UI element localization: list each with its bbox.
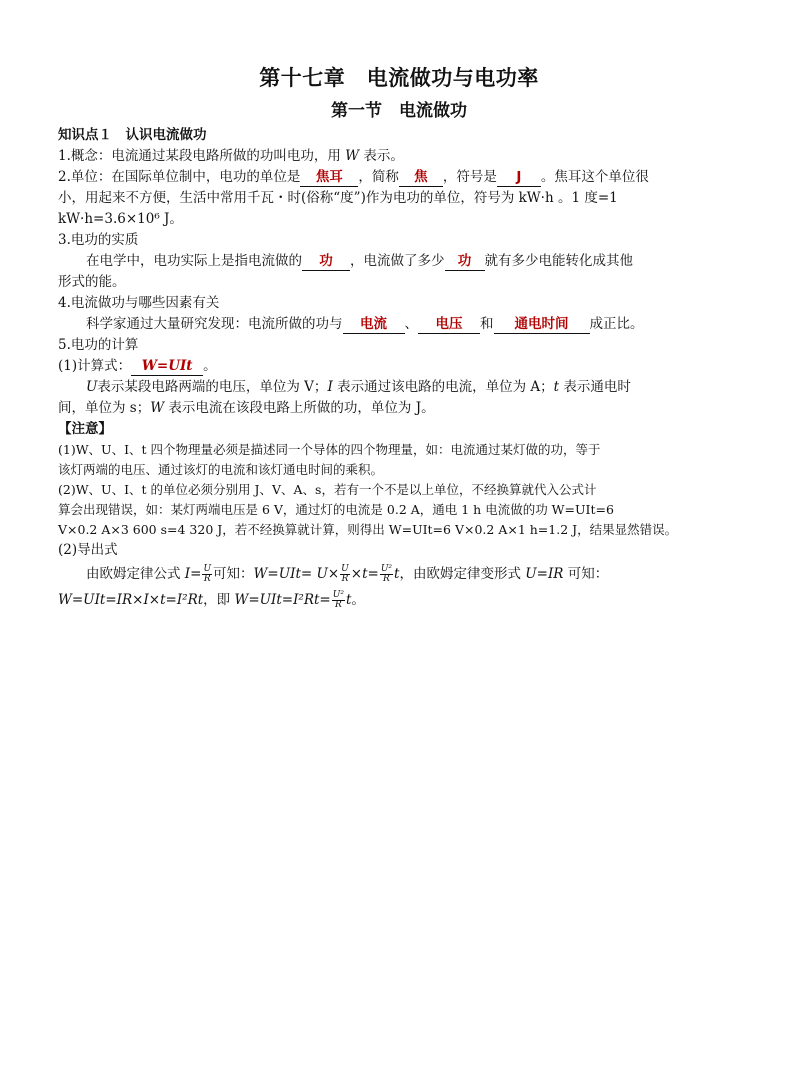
essence-paragraph-line2: 形式的能。: [58, 274, 126, 290]
answer-blank-voltage: 电压: [418, 316, 480, 334]
desc-text-4: 间，单位为 s；: [58, 400, 151, 416]
essence-text-c: 就有多少电能转化成其他: [484, 253, 633, 269]
factors-heading: 4.电流做功与哪些因素有关: [58, 295, 220, 311]
var-w: W: [150, 400, 165, 416]
ohm-law-i: I=: [184, 566, 202, 582]
unit-paragraph-line2: 小，用起来不方便，生活中常用千瓦・时(俗称“度”)作为电功的单位，符号为 kW·h 。1 度=1: [58, 190, 618, 206]
document-page: [58, 62, 740, 613]
derived-eq-6: W=UIt=I²Rt=: [234, 592, 331, 608]
essence-text-a: 在电学中，电功实际上是指电流做的: [86, 253, 302, 269]
answer-blank-joule: 焦耳: [300, 169, 358, 187]
derived-text-b2: ，即: [203, 592, 235, 608]
answer-blank-current: 电流: [343, 316, 405, 334]
desc-text-1: 表示某段电路两端的电压，单位为 V；: [97, 379, 328, 395]
unit-paragraph-line1: [58, 167, 740, 188]
fraction-u2-over-r-2: [332, 591, 345, 610]
var-i: I: [327, 379, 333, 395]
derived-text-a: 由欧姆定律公式: [86, 566, 185, 582]
derived-line1: [58, 561, 740, 587]
notice-1-line2: 该灯两端的电压、通过该灯的电流和该灯通电时间的乘积。: [58, 462, 384, 477]
frac-denominator: R: [334, 600, 342, 610]
frac-denominator: R: [383, 574, 390, 584]
derived-eq-4: U=IR: [525, 566, 564, 582]
desc-text-2: 表示通过该电路的电流，单位为 A；: [332, 379, 554, 395]
concept-text-a: 1.概念：电流通过某段电路所做的功叫电功，用: [58, 148, 346, 164]
unit-text-c: ，符号是: [442, 169, 497, 185]
frac-numerator: U²: [380, 564, 393, 574]
unit-text-b: ，简称: [358, 169, 399, 185]
var-u: U: [86, 379, 98, 395]
derived-heading: (2)导出式: [58, 542, 118, 558]
factors-text-a: 科学家通过大量研究发现：电流所做的功与: [86, 316, 343, 332]
concept-text-b: 表示。: [359, 148, 404, 164]
essence-paragraph-line1: [58, 251, 740, 272]
notice-2-line1: (2)W、U、I、t 的单位必须分别用 J、V、A、s，若有一个不是以上单位，不经换算就代入公式计: [58, 482, 597, 497]
derived-eq-2: ×t=: [350, 566, 379, 582]
unit-text-d: 。焦耳这个单位很: [540, 169, 649, 185]
answer-blank-time: 通电时间: [494, 316, 590, 334]
derived-eq-1: W=UIt= U×: [253, 566, 340, 582]
derived-eq-3: t: [394, 566, 400, 582]
derived-text-h: 可知：: [563, 566, 609, 582]
derived-text-f: ，由欧姆定律变形式: [399, 566, 526, 582]
fraction-u2-over-r: [380, 565, 393, 584]
notice-2-line3: V×0.2 A×3 600 s=4 320 J，若不经换算就计算，则得出 W=UIt=6 V×0.2 A×1 h=1.2 J，结果显然错误。: [58, 522, 678, 537]
notice-1-line1: (1)W、U、I、t 四个物理量必须是描述同一个导体的四个物理量，如：电流通过某灯做的功，等于: [58, 442, 601, 457]
derived-eq-7: t: [345, 592, 352, 608]
chapter-title: 第十七章 电流做功与电功率: [259, 66, 539, 90]
frac-denominator: R: [341, 574, 349, 584]
factors-text-d: 成正比。: [589, 316, 644, 332]
desc-text-3: 表示通电时: [559, 379, 631, 395]
frac-denominator: R: [203, 574, 211, 584]
derived-line2: [58, 587, 740, 613]
formula-label: (1)计算式：: [58, 358, 132, 374]
var-t: t: [553, 379, 560, 395]
unit-text-a: 2.单位：在国际单位制中，电功的单位是: [58, 169, 301, 185]
formula-line: [58, 356, 740, 377]
answer-blank-symbol: J: [497, 169, 541, 187]
formula-end: 。: [203, 358, 217, 374]
knowledge-point-heading: 知识点１ 认识电流做功: [58, 127, 207, 143]
factors-text-c: 和: [480, 316, 494, 332]
calc-heading: 5.电功的计算: [58, 337, 139, 353]
essence-heading: 3.电功的实质: [58, 232, 139, 248]
factors-text-b: 、: [404, 316, 418, 332]
formula-desc-line1: [58, 377, 740, 398]
derived-eq-5: W=UIt=IR×I×t=I²Rt: [58, 592, 204, 608]
answer-blank-jiao: 焦: [399, 169, 443, 187]
concept-paragraph: [58, 146, 740, 167]
concept-var: W: [345, 148, 360, 164]
fraction-u-over-r-2: [340, 565, 350, 584]
derived-text-e2: 。: [351, 592, 365, 608]
section-title: 第一节 电流做功: [331, 101, 467, 121]
frac-numerator: U: [341, 564, 349, 574]
unit-paragraph-line3: kW·h=3.6×10⁶ J。: [58, 211, 183, 227]
notice-2-line2: 算会出现错误，如：某灯两端电压是 6 V，通过灯的电流是 0.2 A，通电 1 h 电流做的功 W=UIt=6: [58, 502, 614, 517]
desc-text-5: 表示电流在该段电路上所做的功，单位为 J。: [164, 400, 435, 416]
formula-desc-line2: [58, 398, 740, 419]
derived-text-b: 可知：: [213, 566, 254, 582]
notice-heading: 【注意】: [58, 421, 112, 437]
factors-paragraph: [58, 314, 740, 335]
frac-numerator: U: [203, 564, 212, 574]
answer-blank-work1: 功: [302, 253, 350, 271]
essence-text-b: ，电流做了多少: [350, 253, 445, 269]
answer-blank-work2: 功: [445, 253, 485, 271]
fraction-u-over-r: [202, 565, 212, 584]
frac-numerator: U²: [332, 590, 344, 600]
answer-blank-formula: W=UIt: [131, 358, 203, 376]
